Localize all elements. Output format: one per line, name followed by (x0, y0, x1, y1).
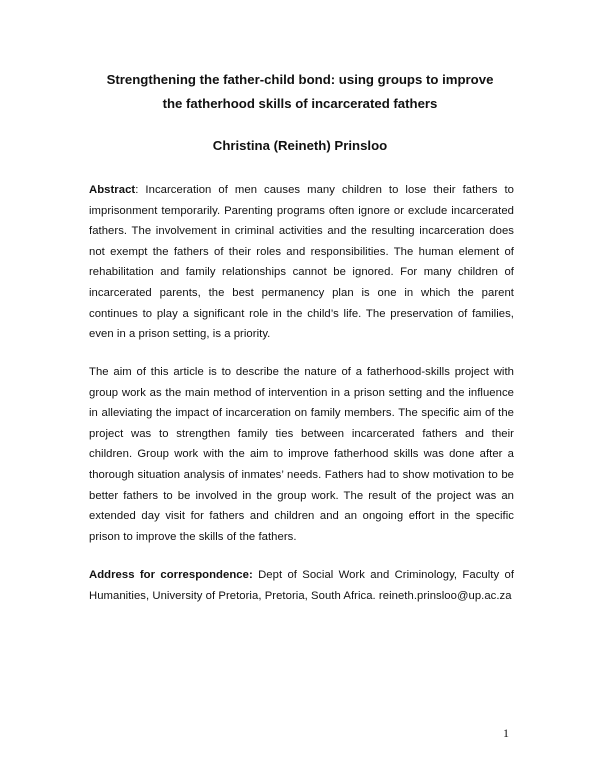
abstract-label: Abstract (89, 184, 136, 196)
paper-title (60, 68, 540, 116)
address-label: Address for correspondence: (89, 569, 253, 581)
abstract-paragraph (89, 180, 514, 345)
author-name: Christina (Reineth) Prinsloo (212, 138, 388, 153)
page-number: 1 (503, 726, 509, 740)
title-line-1: Strengthening the father-child bond: using groups to improve (106, 72, 494, 87)
abstract-text: : Incarceration of men causes many children to lose their fathers to imprisonment temporarily. Parenting programs often ignore or exclude incarcerated fathers. The involvement in criminal activities and the resulting incarceration does not exempt the fathers of their roles and responsibilities. The human element of rehabilitation and family relationships cannot be ignored. For many children of incarcerated parents, the best permanency plan is one in which the parent continues to play a significant role in the child’s life. The preservation of families, even in a prison setting, is a priority. (89, 184, 514, 341)
address-paragraph (89, 565, 514, 606)
aim-paragraph: The aim of this article is to describe the nature of a fatherhood-skills project with group work as the main method of intervention in a prison setting and the influence in alleviating the impact of incarceration on family members. The specific aim of the project was to strengthen family ties between incarcerated fathers and their children. Group work with the aim to improve fatherhood skills was done after a thorough situation analysis of inmates’ needs. Fathers had to show motivation to be better fathers to be involved in the group work. The result of the project was an extended day visit for fathers and children and an ongoing effort in the specific prison to improve the skills of the fathers. (89, 366, 514, 543)
address-text: Dept of Social Work and Criminology, Faculty of Humanities, University of Pretoria, Pretoria, South Africa. reineth.prinsloo@up.ac.za (89, 569, 515, 602)
title-line-2: the fatherhood skills of incarcerated fathers (162, 96, 438, 111)
